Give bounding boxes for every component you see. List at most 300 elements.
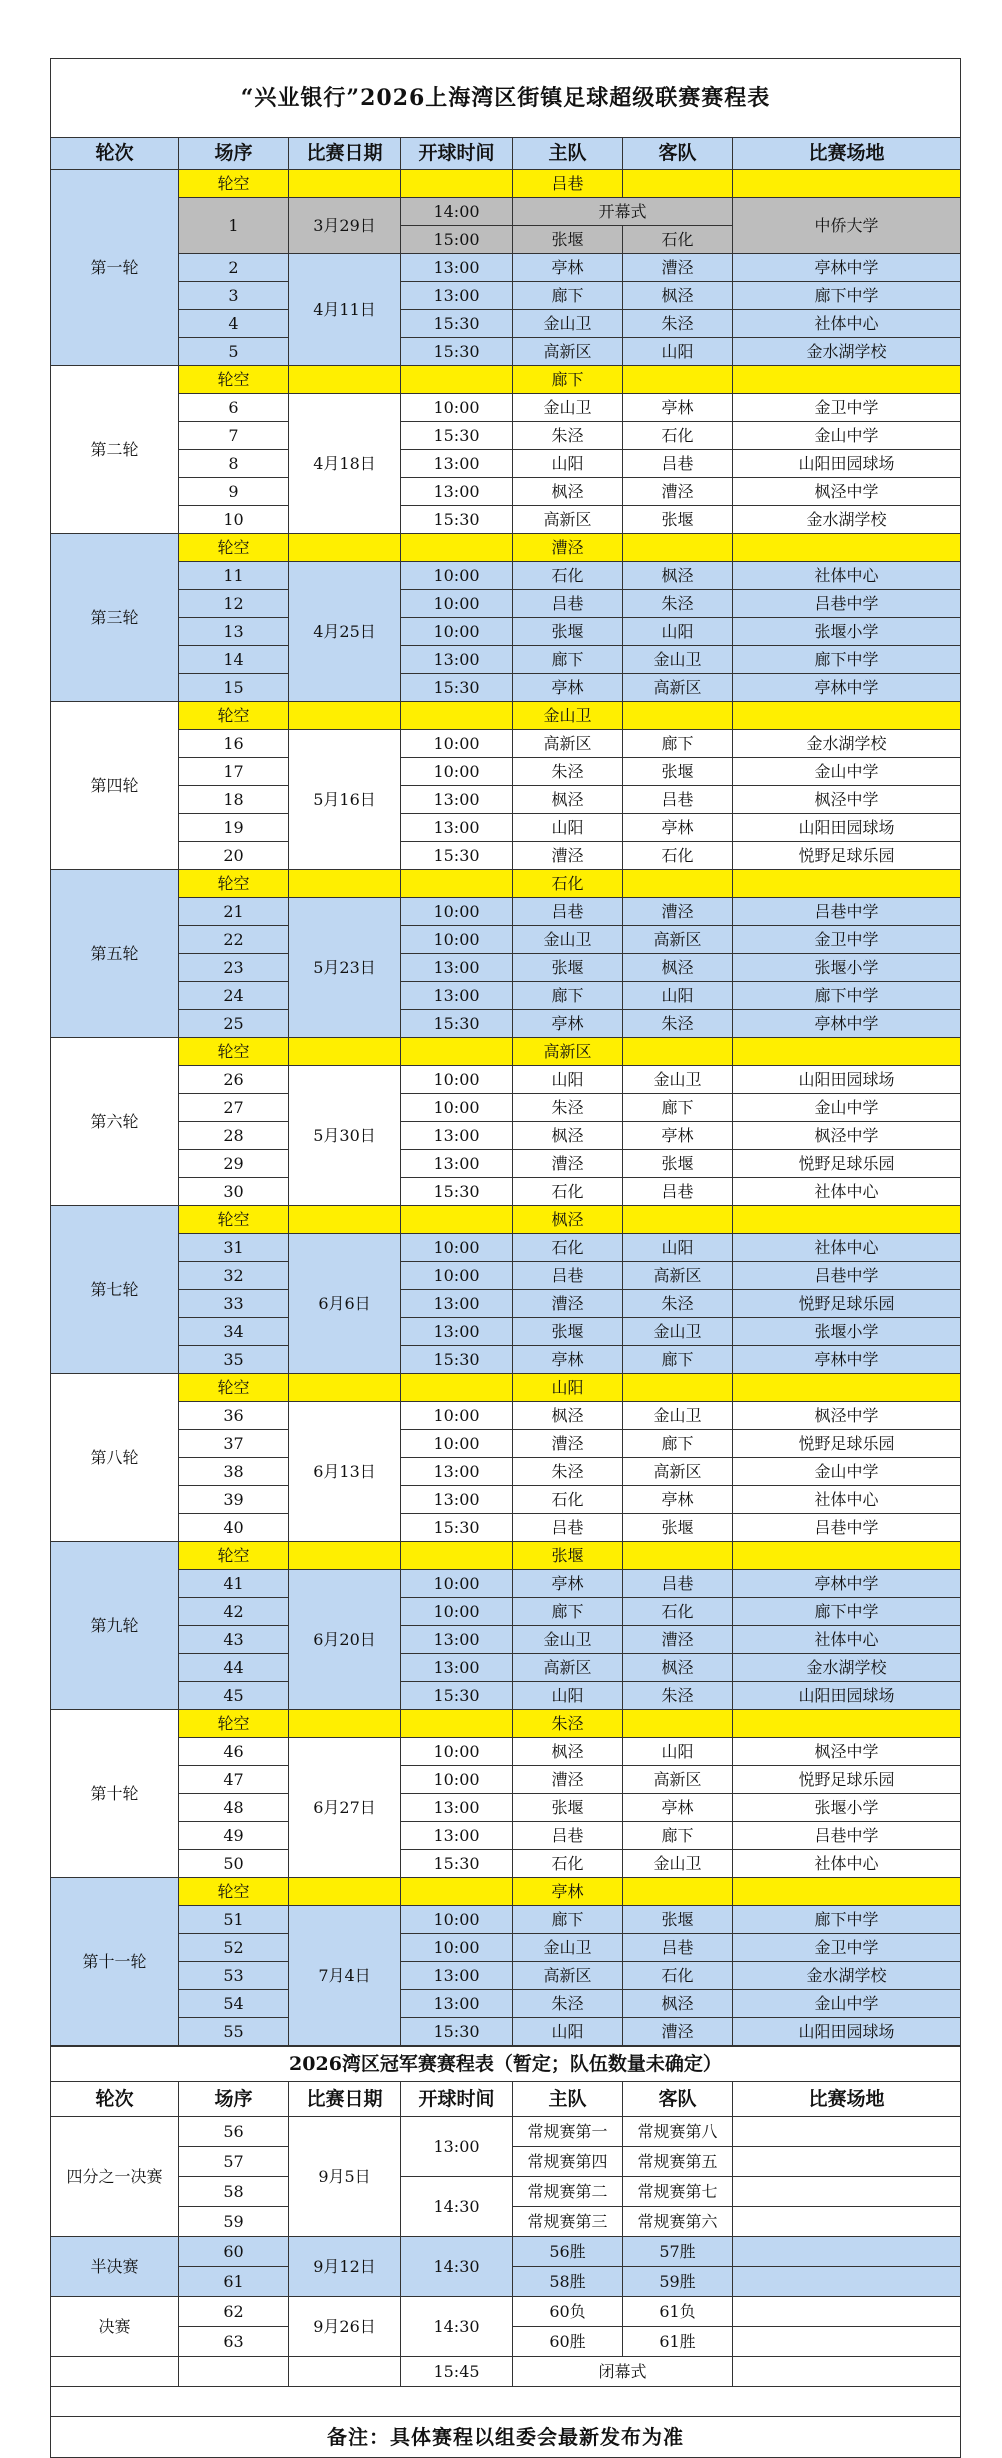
match-row: [51, 786, 961, 814]
away-team: 吕巷: [623, 1934, 733, 1962]
match-row: [51, 1514, 961, 1542]
home-team: 吕巷: [513, 1514, 623, 1542]
match-number: 45: [179, 1682, 289, 1710]
match-number: 47: [179, 1766, 289, 1794]
round-label: 第十一轮: [51, 1878, 179, 2046]
schedule-sheet: [50, 58, 960, 2458]
round-label: 第六轮: [51, 1038, 179, 1206]
match-row: [51, 814, 961, 842]
venue: 社体中心: [733, 1626, 961, 1654]
home-team: 金山卫: [513, 926, 623, 954]
match-date: 6月6日: [289, 1234, 401, 1374]
venue: 金水湖学校: [733, 506, 961, 534]
venue: 悦野足球乐园: [733, 1150, 961, 1178]
away-team: 亭林: [623, 814, 733, 842]
kickoff-time: 13:00: [401, 982, 513, 1010]
venue: 吕巷中学: [733, 590, 961, 618]
match-number: 22: [179, 926, 289, 954]
header-cell: 客队: [623, 2082, 733, 2117]
home-team: 金山卫: [513, 310, 623, 338]
away-team: 吕巷: [623, 450, 733, 478]
home-team: 高新区: [513, 1654, 623, 1682]
away-team: 高新区: [623, 674, 733, 702]
bye-team: 张堰: [513, 1542, 623, 1570]
away-team: 朱泾: [623, 590, 733, 618]
match-number: 10: [179, 506, 289, 534]
match-row: [51, 1402, 961, 1430]
match-number: 32: [179, 1262, 289, 1290]
page-title: “兴业银行”2026上海湾区街镇足球超级联赛赛程表: [51, 59, 961, 138]
round-label: 第十轮: [51, 1710, 179, 1878]
match-number: 17: [179, 758, 289, 786]
match-number: 40: [179, 1514, 289, 1542]
venue: 悦野足球乐园: [733, 1766, 961, 1794]
home-team: 枫泾: [513, 1738, 623, 1766]
kickoff-time: 14:30: [401, 2177, 513, 2237]
away-team: 金山卫: [623, 646, 733, 674]
round-label: 第七轮: [51, 1206, 179, 1374]
match-number: 11: [179, 562, 289, 590]
kickoff-time: 13:00: [401, 1486, 513, 1514]
away-team: 张堰: [623, 758, 733, 786]
venue: 枫泾中学: [733, 1122, 961, 1150]
home-team: 山阳: [513, 1682, 623, 1710]
match-number: 6: [179, 394, 289, 422]
kickoff-time: 13:00: [401, 478, 513, 506]
playoff-schedule-table: [50, 2046, 961, 2458]
home-team: 山阳: [513, 814, 623, 842]
away-team: 朱泾: [623, 310, 733, 338]
venue: 廊下中学: [733, 1906, 961, 1934]
home-team: 枫泾: [513, 1402, 623, 1430]
away-team: 61胜: [623, 2327, 733, 2357]
kickoff-time: 15:30: [401, 674, 513, 702]
home-team: 朱泾: [513, 758, 623, 786]
header-cell: 比赛日期: [289, 138, 401, 170]
venue: 亭林中学: [733, 674, 961, 702]
kickoff-time: 15:30: [401, 1682, 513, 1710]
home-team: 金山卫: [513, 1626, 623, 1654]
bye-label: 轮空: [179, 702, 289, 730]
venue: 山阳田园球场: [733, 2018, 961, 2046]
match-row: [51, 982, 961, 1010]
match-date: 5月16日: [289, 730, 401, 870]
match-date: 7月4日: [289, 1906, 401, 2046]
away-team: 金山卫: [623, 1402, 733, 1430]
match-number: 42: [179, 1598, 289, 1626]
kickoff-time: 13:00: [401, 1654, 513, 1682]
away-team: 漕泾: [623, 254, 733, 282]
home-team: 石化: [513, 1850, 623, 1878]
header-cell: 比赛场地: [733, 2082, 961, 2117]
bye-team: 高新区: [513, 1038, 623, 1066]
away-team: 漕泾: [623, 1626, 733, 1654]
match-number: 35: [179, 1346, 289, 1374]
home-team: 高新区: [513, 730, 623, 758]
venue: [733, 2327, 961, 2357]
match-number: 49: [179, 1822, 289, 1850]
away-team: 山阳: [623, 618, 733, 646]
round-label: 第九轮: [51, 1542, 179, 1710]
match-row: [51, 1766, 961, 1794]
bye-label: 轮空: [179, 1038, 289, 1066]
match-row: [51, 1150, 961, 1178]
venue: 枫泾中学: [733, 1738, 961, 1766]
match-number: 54: [179, 1990, 289, 2018]
closing-ceremony: 闭幕式: [513, 2357, 733, 2387]
home-team: 枫泾: [513, 786, 623, 814]
home-team: 山阳: [513, 1066, 623, 1094]
kickoff-time: 10:00: [401, 1934, 513, 1962]
match-row: [51, 758, 961, 786]
match-row: [51, 1178, 961, 1206]
match-row: [51, 1094, 961, 1122]
league-schedule-table: [50, 58, 961, 2046]
venue: [733, 2177, 961, 2207]
opening-ceremony: 开幕式: [513, 198, 733, 226]
bye-label: 轮空: [179, 1878, 289, 1906]
playoff-match-row: [51, 2297, 961, 2327]
home-team: 石化: [513, 1486, 623, 1514]
match-number: 24: [179, 982, 289, 1010]
away-team: 石化: [623, 1962, 733, 1990]
home-team: 60负: [513, 2297, 623, 2327]
match-row: [51, 282, 961, 310]
match-number: 33: [179, 1290, 289, 1318]
kickoff-time: 10:00: [401, 1262, 513, 1290]
match-row: [51, 1822, 961, 1850]
away-team: 枫泾: [623, 282, 733, 310]
match-row: [51, 1626, 961, 1654]
home-team: 张堰: [513, 618, 623, 646]
header-cell: 场序: [179, 138, 289, 170]
kickoff-time: 10:00: [401, 1570, 513, 1598]
match-row: [51, 674, 961, 702]
home-team: 常规赛第二: [513, 2177, 623, 2207]
venue: 社体中心: [733, 1850, 961, 1878]
venue: 亭林中学: [733, 1010, 961, 1038]
kickoff-time: 15:00: [401, 226, 513, 254]
match-row: [51, 422, 961, 450]
kickoff-time: 10:00: [401, 1066, 513, 1094]
venue: 悦野足球乐园: [733, 1430, 961, 1458]
away-team: 张堰: [623, 1906, 733, 1934]
away-team: 57胜: [623, 2237, 733, 2267]
away-team: 常规赛第五: [623, 2147, 733, 2177]
match-row: [51, 1682, 961, 1710]
away-team: 常规赛第六: [623, 2207, 733, 2237]
match-date: 4月18日: [289, 394, 401, 534]
match-row: [51, 954, 961, 982]
home-team: 亭林: [513, 1010, 623, 1038]
match-row: [51, 1962, 961, 1990]
home-team: 常规赛第一: [513, 2117, 623, 2147]
kickoff-time: 14:30: [401, 2237, 513, 2297]
kickoff-time: 15:30: [401, 338, 513, 366]
home-team: 张堰: [513, 954, 623, 982]
match-row: [51, 1458, 961, 1486]
venue: [733, 2207, 961, 2237]
round-label: 第五轮: [51, 870, 179, 1038]
venue: 廊下中学: [733, 1598, 961, 1626]
match-row: [51, 1738, 961, 1766]
match-number: 16: [179, 730, 289, 758]
kickoff-time: 13:00: [401, 1794, 513, 1822]
header-cell: 轮次: [51, 138, 179, 170]
bye-team: 金山卫: [513, 702, 623, 730]
kickoff-time: 14:00: [401, 198, 513, 226]
kickoff-time: 10:00: [401, 1430, 513, 1458]
bye-team: 山阳: [513, 1374, 623, 1402]
kickoff-time: 13:00: [401, 1626, 513, 1654]
venue: 山阳田园球场: [733, 1682, 961, 1710]
away-team: 山阳: [623, 1234, 733, 1262]
match-number: 57: [179, 2147, 289, 2177]
venue: 张堰小学: [733, 618, 961, 646]
match-number: 18: [179, 786, 289, 814]
stage-label: 四分之一决赛: [51, 2117, 179, 2237]
match-number: 12: [179, 590, 289, 618]
home-team: 枫泾: [513, 1122, 623, 1150]
bye-row: [51, 1206, 961, 1234]
match-number: 44: [179, 1654, 289, 1682]
away-team: 常规赛第七: [623, 2177, 733, 2207]
away-team: 高新区: [623, 1458, 733, 1486]
home-team: 亭林: [513, 1570, 623, 1598]
away-team: 金山卫: [623, 1066, 733, 1094]
match-number: 43: [179, 1626, 289, 1654]
match-row: [51, 1654, 961, 1682]
match-number: 2: [179, 254, 289, 282]
away-team: 吕巷: [623, 786, 733, 814]
match-number: 60: [179, 2237, 289, 2267]
home-team: 石化: [513, 1234, 623, 1262]
venue: 金水湖学校: [733, 1962, 961, 1990]
match-number: 46: [179, 1738, 289, 1766]
kickoff-time: 15:30: [401, 2018, 513, 2046]
match-number: 56: [179, 2117, 289, 2147]
home-team: 朱泾: [513, 1990, 623, 2018]
bye-label: 轮空: [179, 170, 289, 198]
home-team: 56胜: [513, 2237, 623, 2267]
playoff-match-row: [51, 2117, 961, 2147]
home-team: 张堰: [513, 226, 623, 254]
away-team: 张堰: [623, 1514, 733, 1542]
home-team: 朱泾: [513, 1094, 623, 1122]
venue: 亭林中学: [733, 1570, 961, 1598]
away-team: 石化: [623, 226, 733, 254]
match-number: 21: [179, 898, 289, 926]
venue: 山阳田园球场: [733, 450, 961, 478]
match-number: 28: [179, 1122, 289, 1150]
kickoff-time: 10:00: [401, 898, 513, 926]
venue: 金山中学: [733, 1458, 961, 1486]
kickoff-time: 10:00: [401, 1738, 513, 1766]
bye-label: 轮空: [179, 1542, 289, 1570]
venue: 中侨大学: [733, 198, 961, 254]
match-row: [51, 1934, 961, 1962]
match-row: [51, 618, 961, 646]
kickoff-time: 10:00: [401, 730, 513, 758]
match-date: 6月13日: [289, 1402, 401, 1542]
home-team: 枫泾: [513, 478, 623, 506]
venue: 金卫中学: [733, 926, 961, 954]
match-number: 63: [179, 2327, 289, 2357]
kickoff-time: 15:45: [401, 2357, 513, 2387]
opening-row: [51, 198, 961, 226]
match-number: 52: [179, 1934, 289, 1962]
home-team: 山阳: [513, 450, 623, 478]
match-number: 34: [179, 1318, 289, 1346]
stage-label: 半决赛: [51, 2237, 179, 2297]
match-number: 36: [179, 1402, 289, 1430]
match-number: 20: [179, 842, 289, 870]
venue: 吕巷中学: [733, 1262, 961, 1290]
match-row: [51, 898, 961, 926]
match-number: 31: [179, 1234, 289, 1262]
match-date: 6月27日: [289, 1738, 401, 1878]
kickoff-time: 15:30: [401, 506, 513, 534]
away-team: 漕泾: [623, 2018, 733, 2046]
kickoff-time: 10:00: [401, 1094, 513, 1122]
match-number: 5: [179, 338, 289, 366]
match-row: [51, 1486, 961, 1514]
playoff-match-row: [51, 2177, 961, 2207]
match-number: 59: [179, 2207, 289, 2237]
venue: 金山中学: [733, 1990, 961, 2018]
venue: 吕巷中学: [733, 1822, 961, 1850]
home-team: 高新区: [513, 506, 623, 534]
match-row: [51, 1122, 961, 1150]
match-row: [51, 1010, 961, 1038]
header-cell: 场序: [179, 2082, 289, 2117]
kickoff-time: 10:00: [401, 394, 513, 422]
match-row: [51, 450, 961, 478]
bye-team: 亭林: [513, 1878, 623, 1906]
match-row: [51, 1262, 961, 1290]
away-team: 吕巷: [623, 1178, 733, 1206]
match-row: [51, 1346, 961, 1374]
match-row: [51, 730, 961, 758]
kickoff-time: 13:00: [401, 282, 513, 310]
home-team: 漕泾: [513, 1430, 623, 1458]
match-row: [51, 1850, 961, 1878]
bye-row: [51, 1542, 961, 1570]
home-team: 高新区: [513, 338, 623, 366]
bye-team: 枫泾: [513, 1206, 623, 1234]
match-number: 9: [179, 478, 289, 506]
kickoff-time: 15:30: [401, 1178, 513, 1206]
venue: 廊下中学: [733, 646, 961, 674]
kickoff-time: 15:30: [401, 310, 513, 338]
venue: 枫泾中学: [733, 478, 961, 506]
round-label: 第四轮: [51, 702, 179, 870]
home-team: 常规赛第三: [513, 2207, 623, 2237]
bye-label: 轮空: [179, 1206, 289, 1234]
venue: 悦野足球乐园: [733, 1290, 961, 1318]
match-date: 4月11日: [289, 254, 401, 366]
venue: [733, 2237, 961, 2267]
kickoff-time: 15:30: [401, 1010, 513, 1038]
kickoff-time: 10:00: [401, 1906, 513, 1934]
away-team: 高新区: [623, 1766, 733, 1794]
match-row: [51, 506, 961, 534]
away-team: 漕泾: [623, 478, 733, 506]
match-number: 3: [179, 282, 289, 310]
kickoff-time: 10:00: [401, 590, 513, 618]
venue: 金山中学: [733, 758, 961, 786]
away-team: 漕泾: [623, 898, 733, 926]
venue: 廊下中学: [733, 282, 961, 310]
kickoff-time: 13:00: [401, 1822, 513, 1850]
footer-note: 备注：具体赛程以组委会最新发布为准: [51, 2417, 961, 2458]
match-row: [51, 1430, 961, 1458]
venue: [733, 2147, 961, 2177]
bye-row: [51, 534, 961, 562]
kickoff-time: 10:00: [401, 618, 513, 646]
kickoff-time: 15:30: [401, 1346, 513, 1374]
kickoff-time: 15:30: [401, 1850, 513, 1878]
match-row: [51, 310, 961, 338]
match-date: 9月26日: [289, 2297, 401, 2357]
kickoff-time: 15:30: [401, 422, 513, 450]
bye-row: [51, 1710, 961, 1738]
home-team: 廊下: [513, 646, 623, 674]
home-team: 亭林: [513, 674, 623, 702]
match-date: 4月25日: [289, 562, 401, 702]
venue: [733, 2297, 961, 2327]
match-row: [51, 926, 961, 954]
kickoff-time: 13:00: [401, 1122, 513, 1150]
away-team: 高新区: [623, 1262, 733, 1290]
header-row: [51, 138, 961, 170]
away-team: 石化: [623, 422, 733, 450]
match-row: [51, 1318, 961, 1346]
bye-row: [51, 1038, 961, 1066]
away-team: 朱泾: [623, 1290, 733, 1318]
venue: 山阳田园球场: [733, 1066, 961, 1094]
playoff-title: 2026湾区冠军赛赛程表（暂定；队伍数量未确定）: [51, 2047, 961, 2082]
away-team: 枫泾: [623, 954, 733, 982]
header-cell: 开球时间: [401, 138, 513, 170]
home-team: 张堰: [513, 1794, 623, 1822]
kickoff-time: 10:00: [401, 1598, 513, 1626]
home-team: 漕泾: [513, 1150, 623, 1178]
match-number: 26: [179, 1066, 289, 1094]
home-team: 金山卫: [513, 394, 623, 422]
home-team: 朱泾: [513, 422, 623, 450]
kickoff-time: 13:00: [401, 450, 513, 478]
match-number: 25: [179, 1010, 289, 1038]
home-team: 亭林: [513, 254, 623, 282]
venue: 廊下中学: [733, 982, 961, 1010]
venue: 亭林中学: [733, 254, 961, 282]
venue: 张堰小学: [733, 1794, 961, 1822]
bye-label: 轮空: [179, 534, 289, 562]
venue: 悦野足球乐园: [733, 842, 961, 870]
home-team: 吕巷: [513, 590, 623, 618]
away-team: 廊下: [623, 1346, 733, 1374]
away-team: 高新区: [623, 926, 733, 954]
match-row: [51, 1906, 961, 1934]
match-row: [51, 2018, 961, 2046]
venue: 金卫中学: [733, 394, 961, 422]
match-number: 30: [179, 1178, 289, 1206]
venue: 社体中心: [733, 562, 961, 590]
stage-label: 决赛: [51, 2297, 179, 2357]
away-team: 枫泾: [623, 562, 733, 590]
kickoff-time: 10:00: [401, 1402, 513, 1430]
